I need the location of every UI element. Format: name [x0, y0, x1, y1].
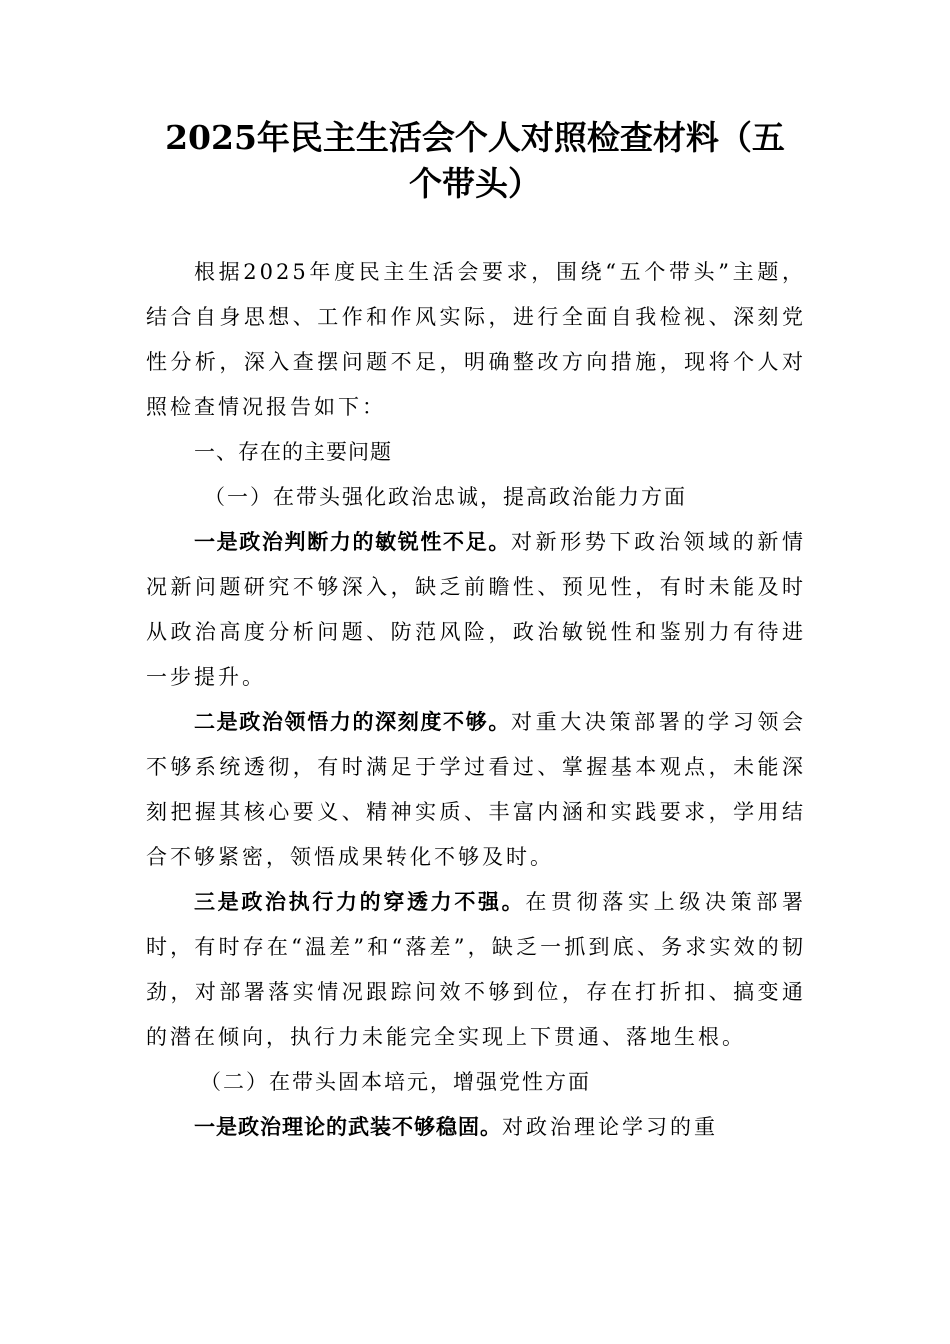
problem-paragraph: [146, 880, 806, 1060]
problem-paragraph: [146, 1105, 806, 1150]
problem-lead: 一是政治判断力的敏锐性不足。: [194, 530, 511, 554]
document-title-line-2: 个带头）: [409, 164, 541, 203]
subsection-heading-party-spirit: （二）在带头固本培元，增强党性方面: [200, 1070, 591, 1094]
problem-lead: 二是政治领悟力的深刻度不够。: [194, 710, 511, 734]
problem-text: 在贯彻落实上级决策部署时，有时存在“温差”和“落差”，缺乏一抓到底、务求实效的韧劲，对部署落实情况跟踪问效不够到位，存在打折扣、搞变通的潜在倾向，执行力未能完全实现上下贯通、落地生根。: [146, 890, 807, 1049]
intro-paragraph: 根据2025年度民主生活会要求，围绕“五个带头”主题，结合自身思想、工作和作风实际，进行全面自我检视、深刻党性分析，深入查摆问题不足，明确整改方向措施，现将个人对照检查情况报告如下：: [146, 260, 806, 419]
section-heading-problems: 一、存在的主要问题: [194, 440, 392, 464]
problem-lead: 三是政治执行力的穿透力不强。: [194, 890, 526, 914]
problem-paragraph: [146, 700, 806, 880]
problem-text: 对政治理论学习的重: [502, 1115, 718, 1139]
subsection-heading-political-loyalty: （一）在带头强化政治忠诚，提高政治能力方面: [204, 485, 687, 509]
document-body: [146, 250, 806, 1150]
problem-text: 对新形势下政治领域的新情况新问题研究不够深入，缺乏前瞻性、预见性，有时未能及时从政治高度分析问题、防范风险，政治敏锐性和鉴别力有待进一步提升。: [146, 530, 807, 689]
problem-text: 对重大决策部署的学习领会不够系统透彻，有时满足于学过看过、掌握基本观点，未能深刻把握其核心要义、精神实质、丰富内涵和实践要求，学用结合不够紧密，领悟成果转化不够及时。: [146, 710, 807, 869]
problem-lead: 一是政治理论的武装不够稳固。: [194, 1115, 502, 1139]
document-title-line-1: 2025年民主生活会个人对照检查材料（五: [165, 118, 785, 157]
problem-paragraph: [146, 520, 806, 700]
